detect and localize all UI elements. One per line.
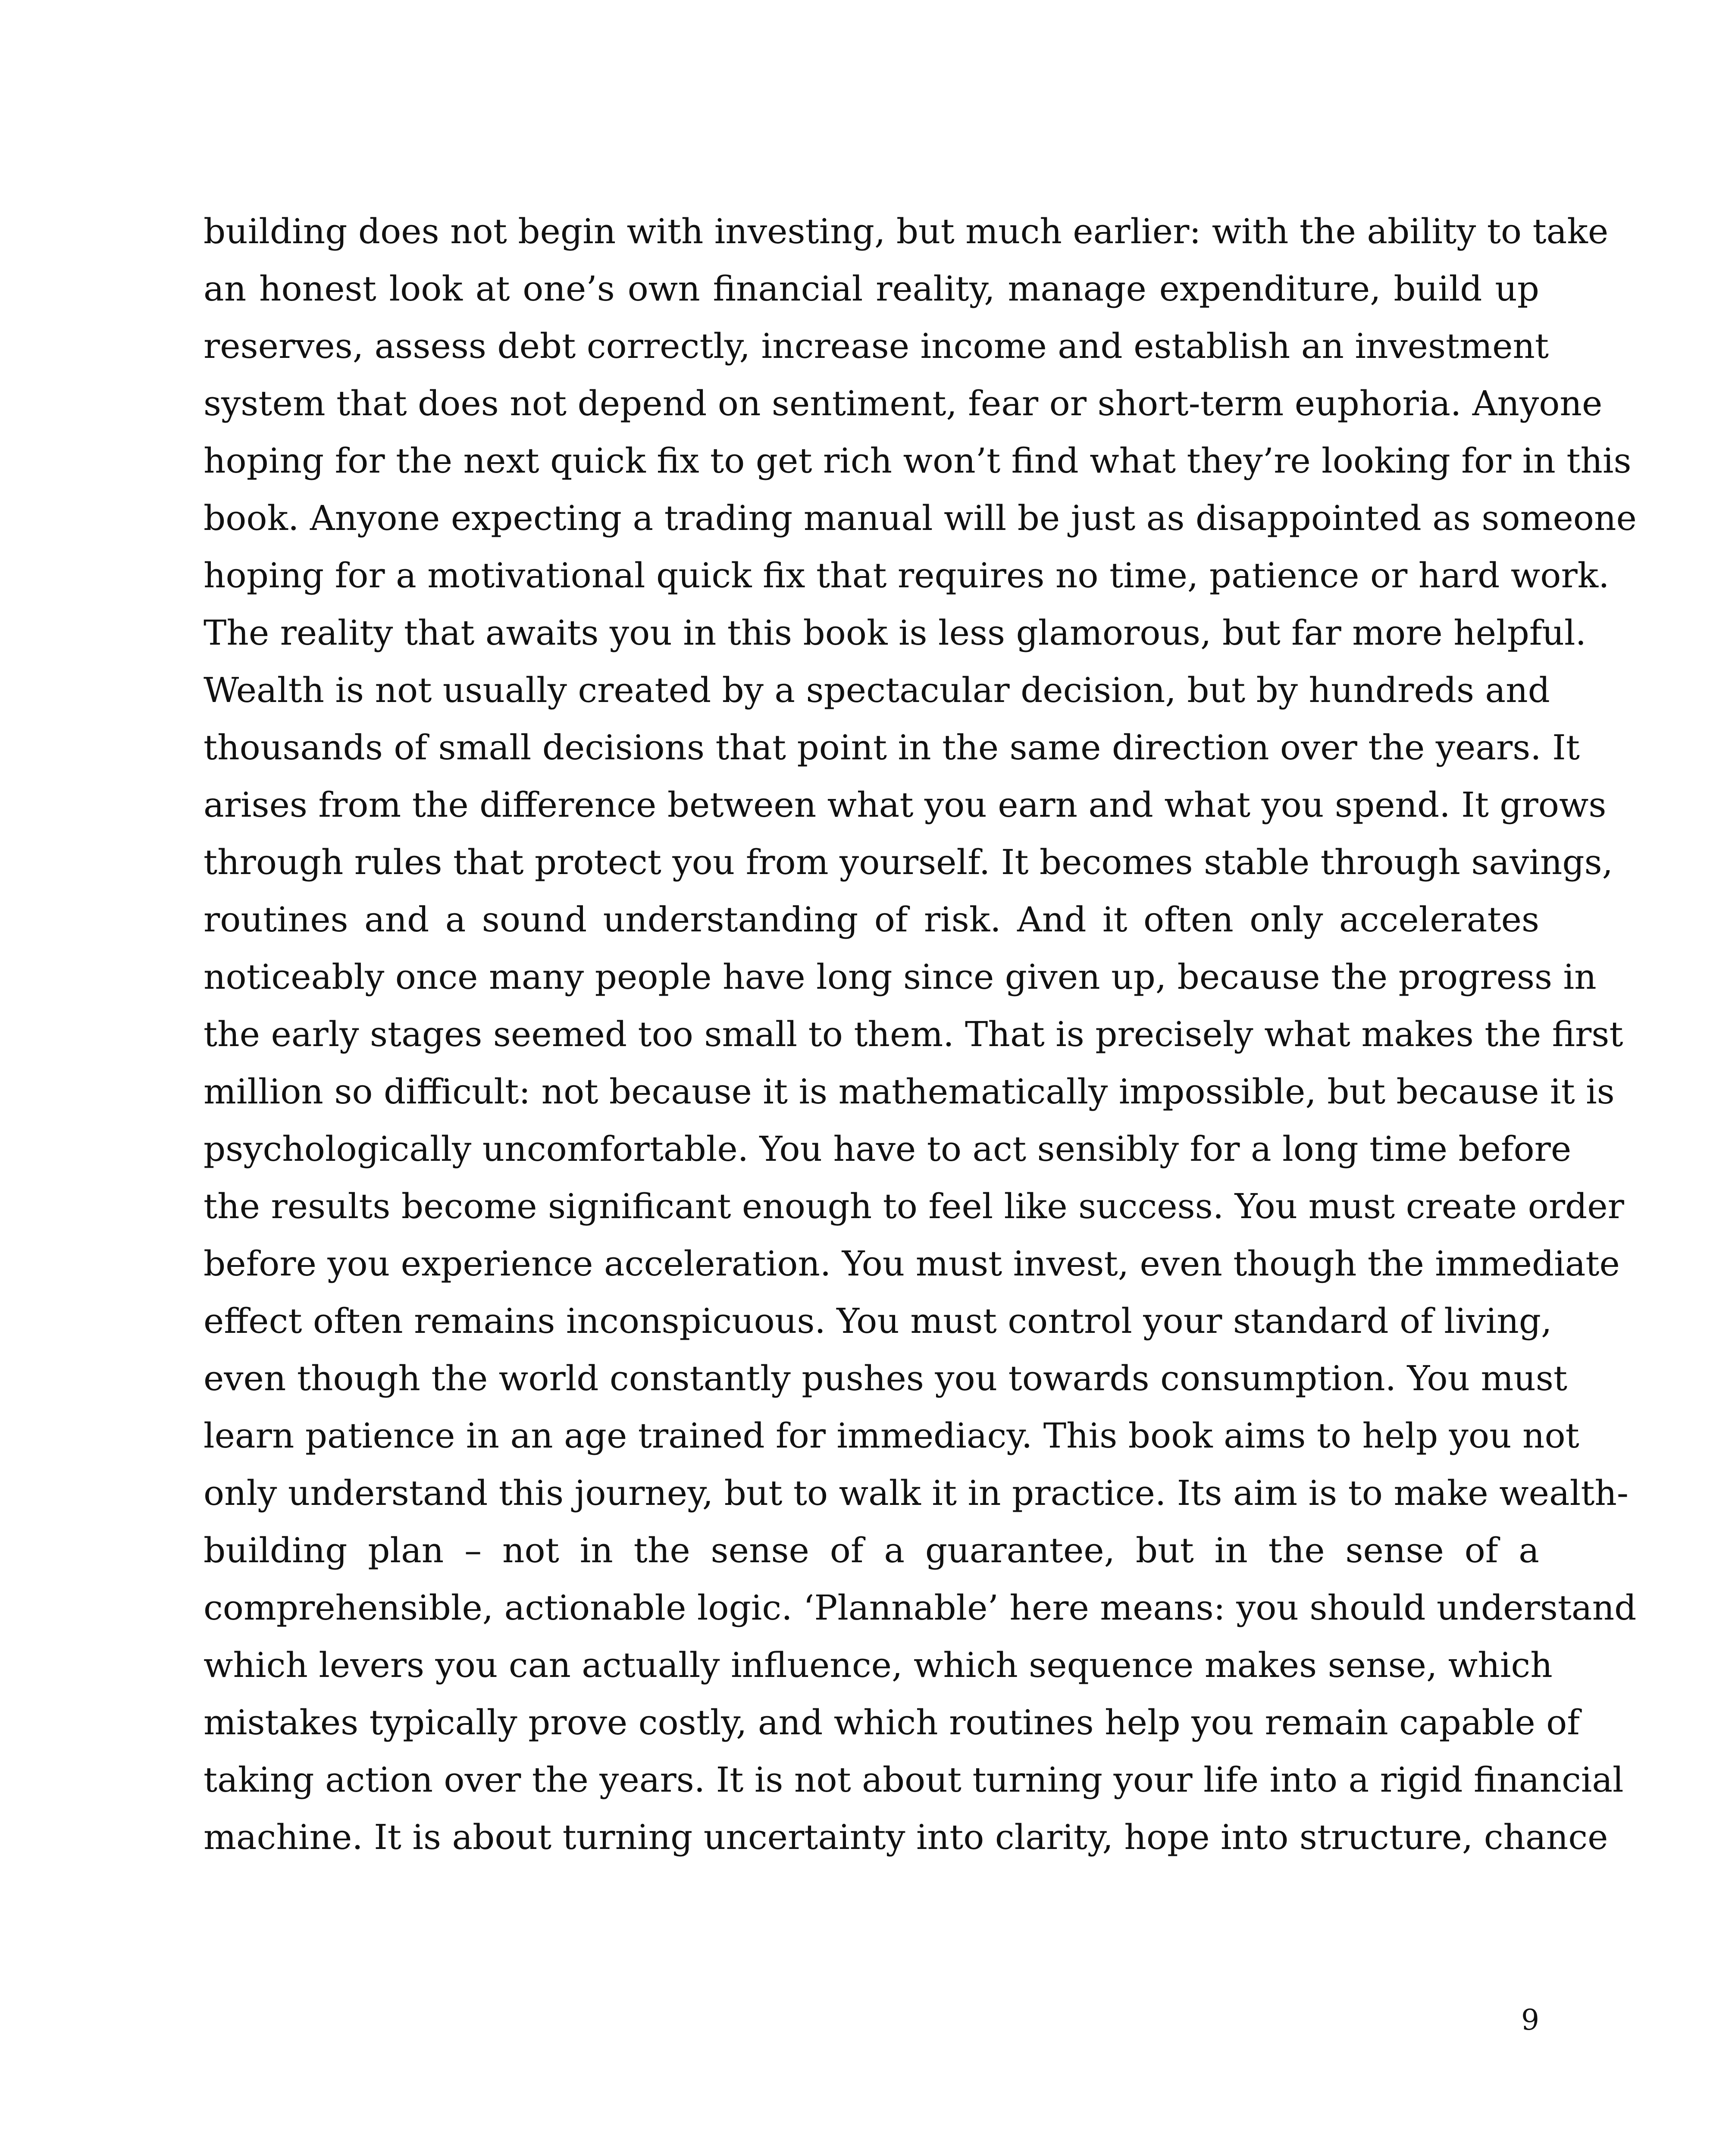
body-text <box>204 203 1637 1866</box>
text-line: machine. It is about turning uncertainty into clarity, hope into structure, chance <box>204 1817 1608 1857</box>
text-line: comprehensible, actionable logic. ‘Plannable’ here means: you should understand <box>204 1588 1637 1628</box>
text-line: taking action over the years. It is not about turning your life into a rigid financial <box>204 1760 1624 1800</box>
text-line: the early stages seemed too small to them. That is precisely what makes the first <box>204 1014 1623 1054</box>
text-line: book. Anyone expecting a trading manual will be just as disappointed as someone <box>204 498 1637 538</box>
text-line: through rules that protect you from yourself. It becomes stable through savings, <box>204 842 1613 882</box>
text-line: thousands of small decisions that point in the same direction over the years. It <box>204 727 1580 768</box>
text-line: effect often remains inconspicuous. You must control your standard of living, <box>204 1301 1552 1341</box>
text-line: hoping for the next quick fix to get rich won’t find what they’re looking for in this <box>204 441 1632 481</box>
text-line: routines and a sound understanding of risk. And it often only accelerates <box>204 899 1539 940</box>
text-line: noticeably once many people have long since given up, because the progress in <box>204 957 1597 997</box>
text-line: mistakes typically prove costly, and which routines help you remain capable of <box>204 1702 1580 1742</box>
text-line: psychologically uncomfortable. You have to act sensibly for a long time before <box>204 1129 1572 1169</box>
text-line: which levers you can actually influence, which sequence makes sense, which <box>204 1645 1553 1685</box>
text-line: building does not begin with investing, but much earlier: with the ability to take <box>204 211 1609 251</box>
text-line: before you experience acceleration. You must invest, even though the immediate <box>204 1244 1620 1284</box>
page-number: 9 <box>1521 2003 1539 2037</box>
text-line: arises from the difference between what you earn and what you spend. It grows <box>204 785 1607 825</box>
text-line: building plan – not in the sense of a guarantee, but in the sense of a <box>204 1530 1539 1570</box>
text-line: even though the world constantly pushes you towards consumption. You must <box>204 1358 1568 1398</box>
text-line: system that does not depend on sentiment, fear or short-term euphoria. Anyone <box>204 383 1603 423</box>
text-line: reserves, assess debt correctly, increase income and establish an investment <box>204 326 1549 366</box>
text-line: hoping for a motivational quick fix that requires no time, patience or hard work. <box>204 555 1610 595</box>
text-line: the results become significant enough to feel like success. You must create order <box>204 1186 1624 1226</box>
text-line: Wealth is not usually created by a spectacular decision, but by hundreds and <box>204 670 1550 710</box>
text-line: The reality that awaits you in this book is less glamorous, but far more helpful. <box>204 613 1586 653</box>
text-line: million so difficult: not because it is mathematically impossible, but because it is <box>204 1072 1615 1112</box>
text-line: an honest look at one’s own financial reality, manage expenditure, build up <box>204 269 1539 309</box>
text-line: learn patience in an age trained for immediacy. This book aims to help you not <box>204 1416 1579 1456</box>
text-line: only understand this journey, but to walk it in practice. Its aim is to make wealth- <box>204 1473 1629 1513</box>
